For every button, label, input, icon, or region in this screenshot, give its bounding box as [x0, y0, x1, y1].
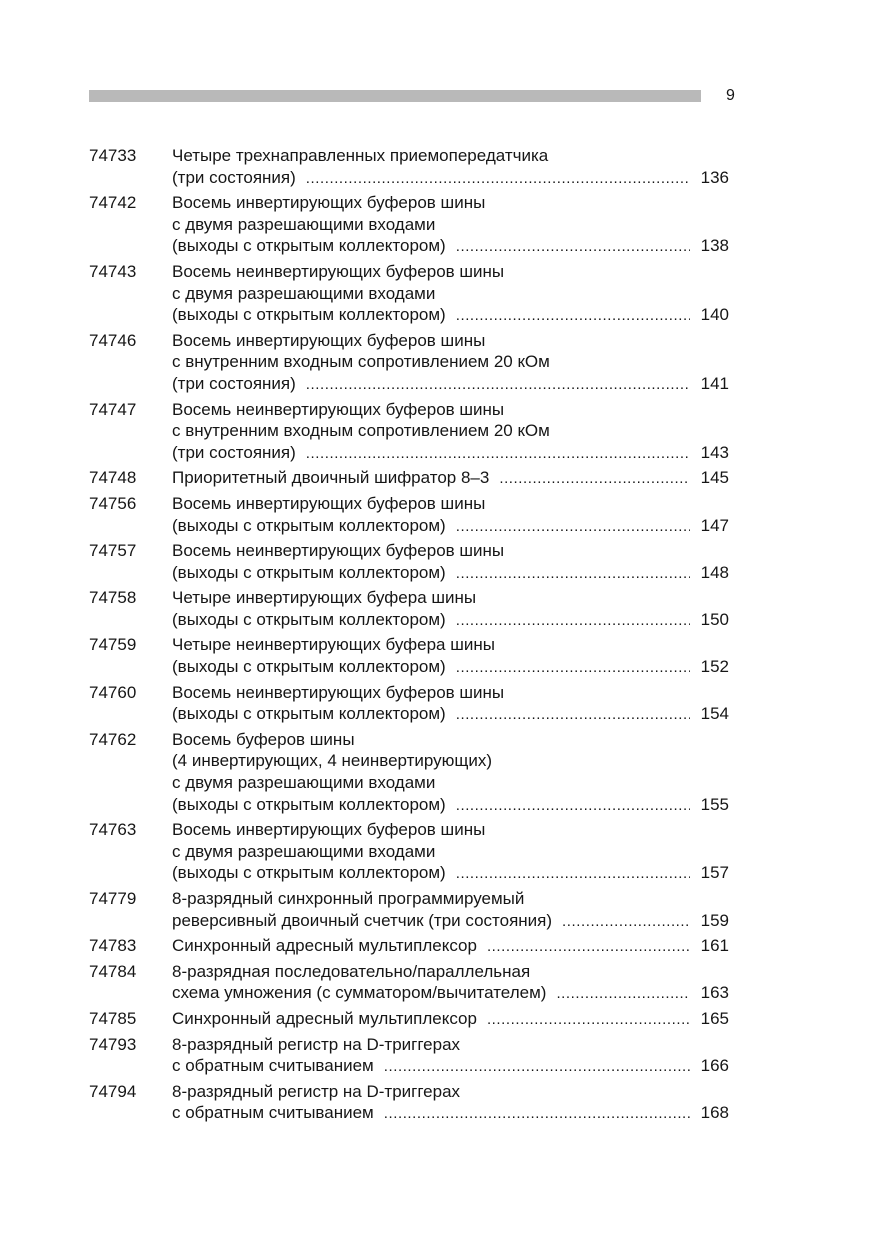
toc-entry[interactable] — [89, 1081, 729, 1125]
description-last-line — [172, 304, 729, 327]
chip-code: 74779 — [89, 889, 137, 908]
description-line: (выходы с открытым коллектором) — [172, 609, 446, 629]
description-line: реверсивный двоичный счетчик (три состояния) — [172, 910, 553, 930]
chip-code: 74758 — [89, 588, 137, 608]
toc-entry[interactable] — [89, 729, 729, 816]
description-last-line — [172, 1055, 729, 1078]
description-last-line — [172, 467, 729, 490]
description-line: Восемь неинвертирующих буферов шины — [172, 399, 505, 419]
chip-code: 74733 — [89, 146, 137, 165]
page-ref[interactable]: 138 — [700, 236, 729, 256]
page-number: 9 — [726, 87, 735, 104]
description-last-line — [172, 1008, 729, 1031]
entry-description — [172, 540, 729, 584]
entry-description — [172, 729, 729, 816]
description-line: Четыре трехнаправленных приемопередатчика — [172, 146, 549, 165]
entry-description — [172, 1008, 729, 1031]
dot-leader — [499, 468, 690, 490]
page-ref[interactable]: 143 — [700, 442, 729, 462]
entry-description — [172, 493, 729, 537]
description-line: (выходы с открытым коллектором) — [172, 863, 446, 883]
description-line: (выходы с открытым коллектором) — [172, 704, 446, 724]
description-line: (три состояния) — [172, 373, 296, 393]
description-line: Восемь неинвертирующих буферов шины — [172, 682, 505, 702]
toc-entry[interactable] — [89, 1034, 729, 1078]
description-last-line — [172, 562, 729, 585]
description-line: (выходы с открытым коллектором) — [172, 562, 446, 582]
chip-code: 74793 — [89, 1034, 137, 1054]
page-ref[interactable]: 155 — [700, 794, 729, 814]
description-line: (выходы с открытым коллектором) — [172, 305, 446, 325]
description-line: Синхронный адресный мультиплексор — [172, 936, 477, 956]
description-line: с обратным считыванием — [172, 1056, 374, 1076]
dot-leader — [456, 516, 690, 538]
page-ref[interactable]: 148 — [700, 562, 729, 582]
dot-leader — [456, 795, 690, 817]
toc-entry[interactable] — [89, 261, 729, 327]
description-line: схема умножения (с сумматором/вычитателем) — [172, 983, 547, 1003]
entry-description — [172, 634, 729, 678]
entry-description — [172, 682, 729, 726]
description-line: 8-разрядный регистр на D-триггерах — [172, 1081, 461, 1101]
description-line: с двумя разрешающими входами — [172, 283, 436, 303]
entry-description — [172, 330, 729, 396]
toc-entry[interactable] — [89, 1008, 729, 1031]
description-line: 8-разрядный регистр на D-триггерах — [172, 1034, 461, 1054]
chip-code: 74746 — [89, 330, 137, 350]
toc-entry[interactable] — [89, 587, 729, 631]
entry-description — [172, 192, 729, 258]
entry-description — [172, 961, 729, 1005]
description-last-line — [172, 373, 729, 396]
dot-leader — [306, 443, 690, 465]
description-line: с двумя разрешающими входами — [172, 841, 436, 861]
page-ref[interactable]: 161 — [700, 936, 729, 956]
description-last-line — [172, 235, 729, 258]
description-line: (4 инвертирующих, 4 неинвертирующих) — [172, 751, 493, 771]
chip-code: 74763 — [89, 820, 137, 840]
description-line: (три состояния) — [172, 442, 296, 462]
dot-leader — [562, 911, 690, 933]
description-last-line — [172, 703, 729, 726]
description-last-line — [172, 982, 729, 1005]
toc-entry[interactable] — [89, 540, 729, 584]
description-line: Восемь буферов шины — [172, 729, 355, 749]
description-line: с внутренним входным сопротивлением 20 кОм — [172, 352, 550, 372]
entry-description — [172, 587, 729, 631]
chip-code: 74760 — [89, 682, 137, 702]
toc-entry[interactable] — [89, 682, 729, 726]
page-ref[interactable]: 159 — [700, 910, 729, 930]
page-ref[interactable]: 165 — [700, 1008, 729, 1028]
toc-entry[interactable] — [89, 961, 729, 1005]
entry-description — [172, 1081, 729, 1125]
dot-leader — [456, 563, 690, 585]
dot-leader — [487, 1009, 690, 1031]
description-line: с обратным считыванием — [172, 1103, 374, 1123]
entry-description — [172, 935, 729, 958]
chip-code: 74747 — [89, 399, 137, 419]
dot-leader — [306, 374, 690, 396]
chip-code: 74743 — [89, 261, 137, 281]
dot-leader — [456, 704, 690, 726]
description-last-line — [172, 609, 729, 632]
entry-description — [172, 467, 729, 490]
description-line: 8-разрядный синхронный программируемый — [172, 889, 525, 908]
dot-leader — [456, 305, 690, 327]
description-last-line — [172, 935, 729, 958]
description-last-line — [172, 656, 729, 679]
page-ref[interactable]: 136 — [700, 167, 729, 187]
chip-code: 74784 — [89, 961, 137, 981]
entry-description — [172, 1034, 729, 1078]
page-ref[interactable]: 154 — [700, 704, 729, 724]
page-ref[interactable]: 163 — [700, 983, 729, 1003]
dot-leader — [556, 983, 690, 1005]
description-last-line — [172, 167, 729, 190]
entry-description — [172, 261, 729, 327]
description-last-line — [172, 794, 729, 817]
description-last-line — [172, 910, 729, 933]
page-ref[interactable]: 150 — [700, 609, 729, 629]
dot-leader — [384, 1056, 690, 1078]
description-line: Восемь неинвертирующих буферов шины — [172, 541, 505, 561]
description-line: (выходы с открытым коллектором) — [172, 236, 446, 256]
chip-code: 74748 — [89, 468, 137, 488]
dot-leader — [456, 863, 690, 885]
entry-description — [172, 888, 729, 932]
page-ref[interactable]: 168 — [700, 1103, 729, 1123]
description-last-line — [172, 862, 729, 885]
chip-code: 74742 — [89, 193, 137, 213]
page-ref[interactable]: 147 — [700, 515, 729, 535]
description-last-line — [172, 1102, 729, 1125]
chip-code: 74757 — [89, 541, 137, 561]
description-line: Приоритетный двоичный шифратор 8–3 — [172, 468, 490, 488]
toc-entry[interactable] — [89, 493, 729, 537]
dot-leader — [384, 1103, 690, 1125]
description-line: Восемь инвертирующих буферов шины — [172, 820, 486, 840]
toc-entry[interactable] — [89, 192, 729, 258]
description-last-line — [172, 442, 729, 465]
chip-code: 74756 — [89, 493, 137, 513]
toc-entry[interactable] — [89, 399, 729, 465]
description-line: Восемь инвертирующих буферов шины — [172, 493, 486, 513]
description-line: (выходы с открытым коллектором) — [172, 794, 446, 814]
toc-entry[interactable] — [89, 330, 729, 396]
chip-code: 74783 — [89, 936, 137, 956]
dot-leader — [456, 657, 690, 679]
toc-entry[interactable] — [89, 888, 729, 932]
description-line: с двумя разрешающими входами — [172, 773, 436, 793]
dot-leader — [306, 168, 690, 190]
description-line: Синхронный адресный мультиплексор — [172, 1008, 477, 1028]
header-rule — [89, 90, 701, 102]
entry-description — [172, 399, 729, 465]
chip-code: 74762 — [89, 729, 137, 749]
description-line: (выходы с открытым коллектором) — [172, 657, 446, 677]
toc-entry[interactable] — [89, 467, 729, 490]
chip-code: 74794 — [89, 1081, 137, 1101]
toc-entry[interactable] — [89, 935, 729, 958]
chip-code: 74785 — [89, 1008, 137, 1028]
toc-entry[interactable] — [89, 145, 729, 189]
description-line: (три состояния) — [172, 167, 296, 187]
description-line: Восемь инвертирующих буферов шины — [172, 193, 486, 213]
description-line: с двумя разрешающими входами — [172, 214, 436, 234]
toc-entry[interactable] — [89, 819, 729, 885]
description-line: Восемь инвертирующих буферов шины — [172, 330, 486, 350]
page-ref[interactable]: 145 — [700, 468, 729, 488]
entry-description — [172, 819, 729, 885]
description-line: 8-разрядная последовательно/параллельная — [172, 961, 531, 981]
dot-leader — [456, 236, 690, 258]
chip-code: 74759 — [89, 635, 137, 655]
toc-entry[interactable] — [89, 634, 729, 678]
dot-leader — [487, 936, 690, 958]
page-ref[interactable]: 141 — [700, 373, 729, 393]
page-ref[interactable]: 140 — [700, 305, 729, 325]
page-ref[interactable]: 152 — [700, 657, 729, 677]
dot-leader — [456, 610, 690, 632]
table-of-contents — [89, 145, 729, 1128]
entry-description — [172, 145, 729, 189]
description-line: Четыре неинвертирующих буфера шины — [172, 635, 495, 655]
page-ref[interactable]: 157 — [700, 863, 729, 883]
description-line: (выходы с открытым коллектором) — [172, 515, 446, 535]
page-ref[interactable]: 166 — [700, 1056, 729, 1076]
description-line: Четыре инвертирующих буфера шины — [172, 588, 477, 608]
description-last-line — [172, 515, 729, 538]
description-line: Восемь неинвертирующих буферов шины — [172, 261, 505, 281]
description-line: с внутренним входным сопротивлением 20 кОм — [172, 421, 550, 441]
